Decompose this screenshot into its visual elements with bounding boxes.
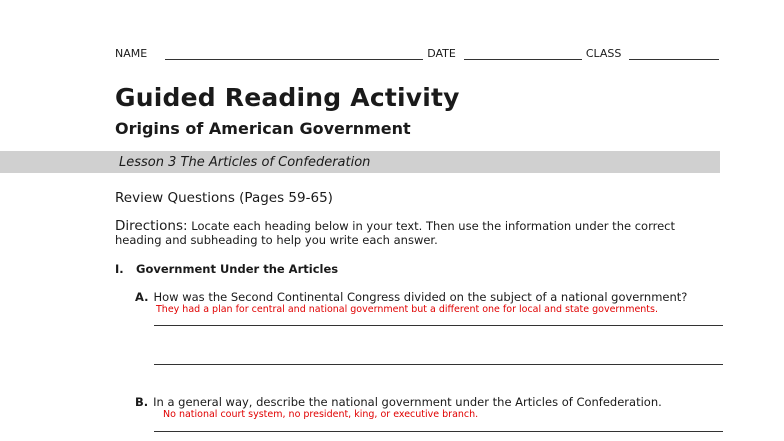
lesson-heading bbox=[119, 155, 370, 170]
answer-b[interactable]: No national court system, no president, king, or executive branch. bbox=[163, 409, 479, 420]
page-title: Guided Reading Activity bbox=[115, 83, 460, 112]
student-info-row bbox=[115, 47, 725, 60]
class-blank[interactable] bbox=[629, 47, 719, 60]
section-title: Government Under the Articles bbox=[136, 262, 339, 276]
answer-line[interactable] bbox=[154, 431, 723, 432]
answer-line[interactable] bbox=[154, 364, 723, 365]
directions-text: Locate each heading below in your text. Then use the information under the correct heading and subheading to help you write each answer. bbox=[115, 219, 675, 247]
class-label: CLASS bbox=[585, 47, 622, 60]
section-number: I. bbox=[115, 262, 124, 276]
review-heading: Review Questions (Pages 59-65) bbox=[115, 190, 333, 206]
date-blank[interactable] bbox=[464, 47, 582, 60]
date-label: DATE bbox=[427, 47, 456, 60]
directions bbox=[115, 219, 725, 247]
answer-a[interactable]: They had a plan for central and national government but a different one for local and state governments. bbox=[156, 304, 659, 315]
question-letter: B. bbox=[135, 395, 149, 409]
question-text: In a general way, describe the national government under the Articles of Confederation. bbox=[153, 395, 662, 409]
question-b bbox=[135, 395, 662, 409]
page-subtitle: Origins of American Government bbox=[115, 119, 411, 138]
question-a bbox=[135, 290, 687, 304]
answer-line[interactable] bbox=[154, 325, 723, 326]
section-heading bbox=[115, 262, 338, 276]
lesson-label: Lesson 3 bbox=[119, 155, 177, 170]
question-letter: A. bbox=[135, 290, 149, 304]
name-label: NAME bbox=[115, 47, 148, 60]
lesson-title: The Articles of Confederation bbox=[180, 155, 371, 170]
question-text: How was the Second Continental Congress divided on the subject of a national government? bbox=[153, 290, 688, 304]
name-blank[interactable] bbox=[165, 47, 423, 60]
directions-label: Directions: bbox=[115, 218, 188, 234]
lesson-bar bbox=[0, 151, 720, 173]
